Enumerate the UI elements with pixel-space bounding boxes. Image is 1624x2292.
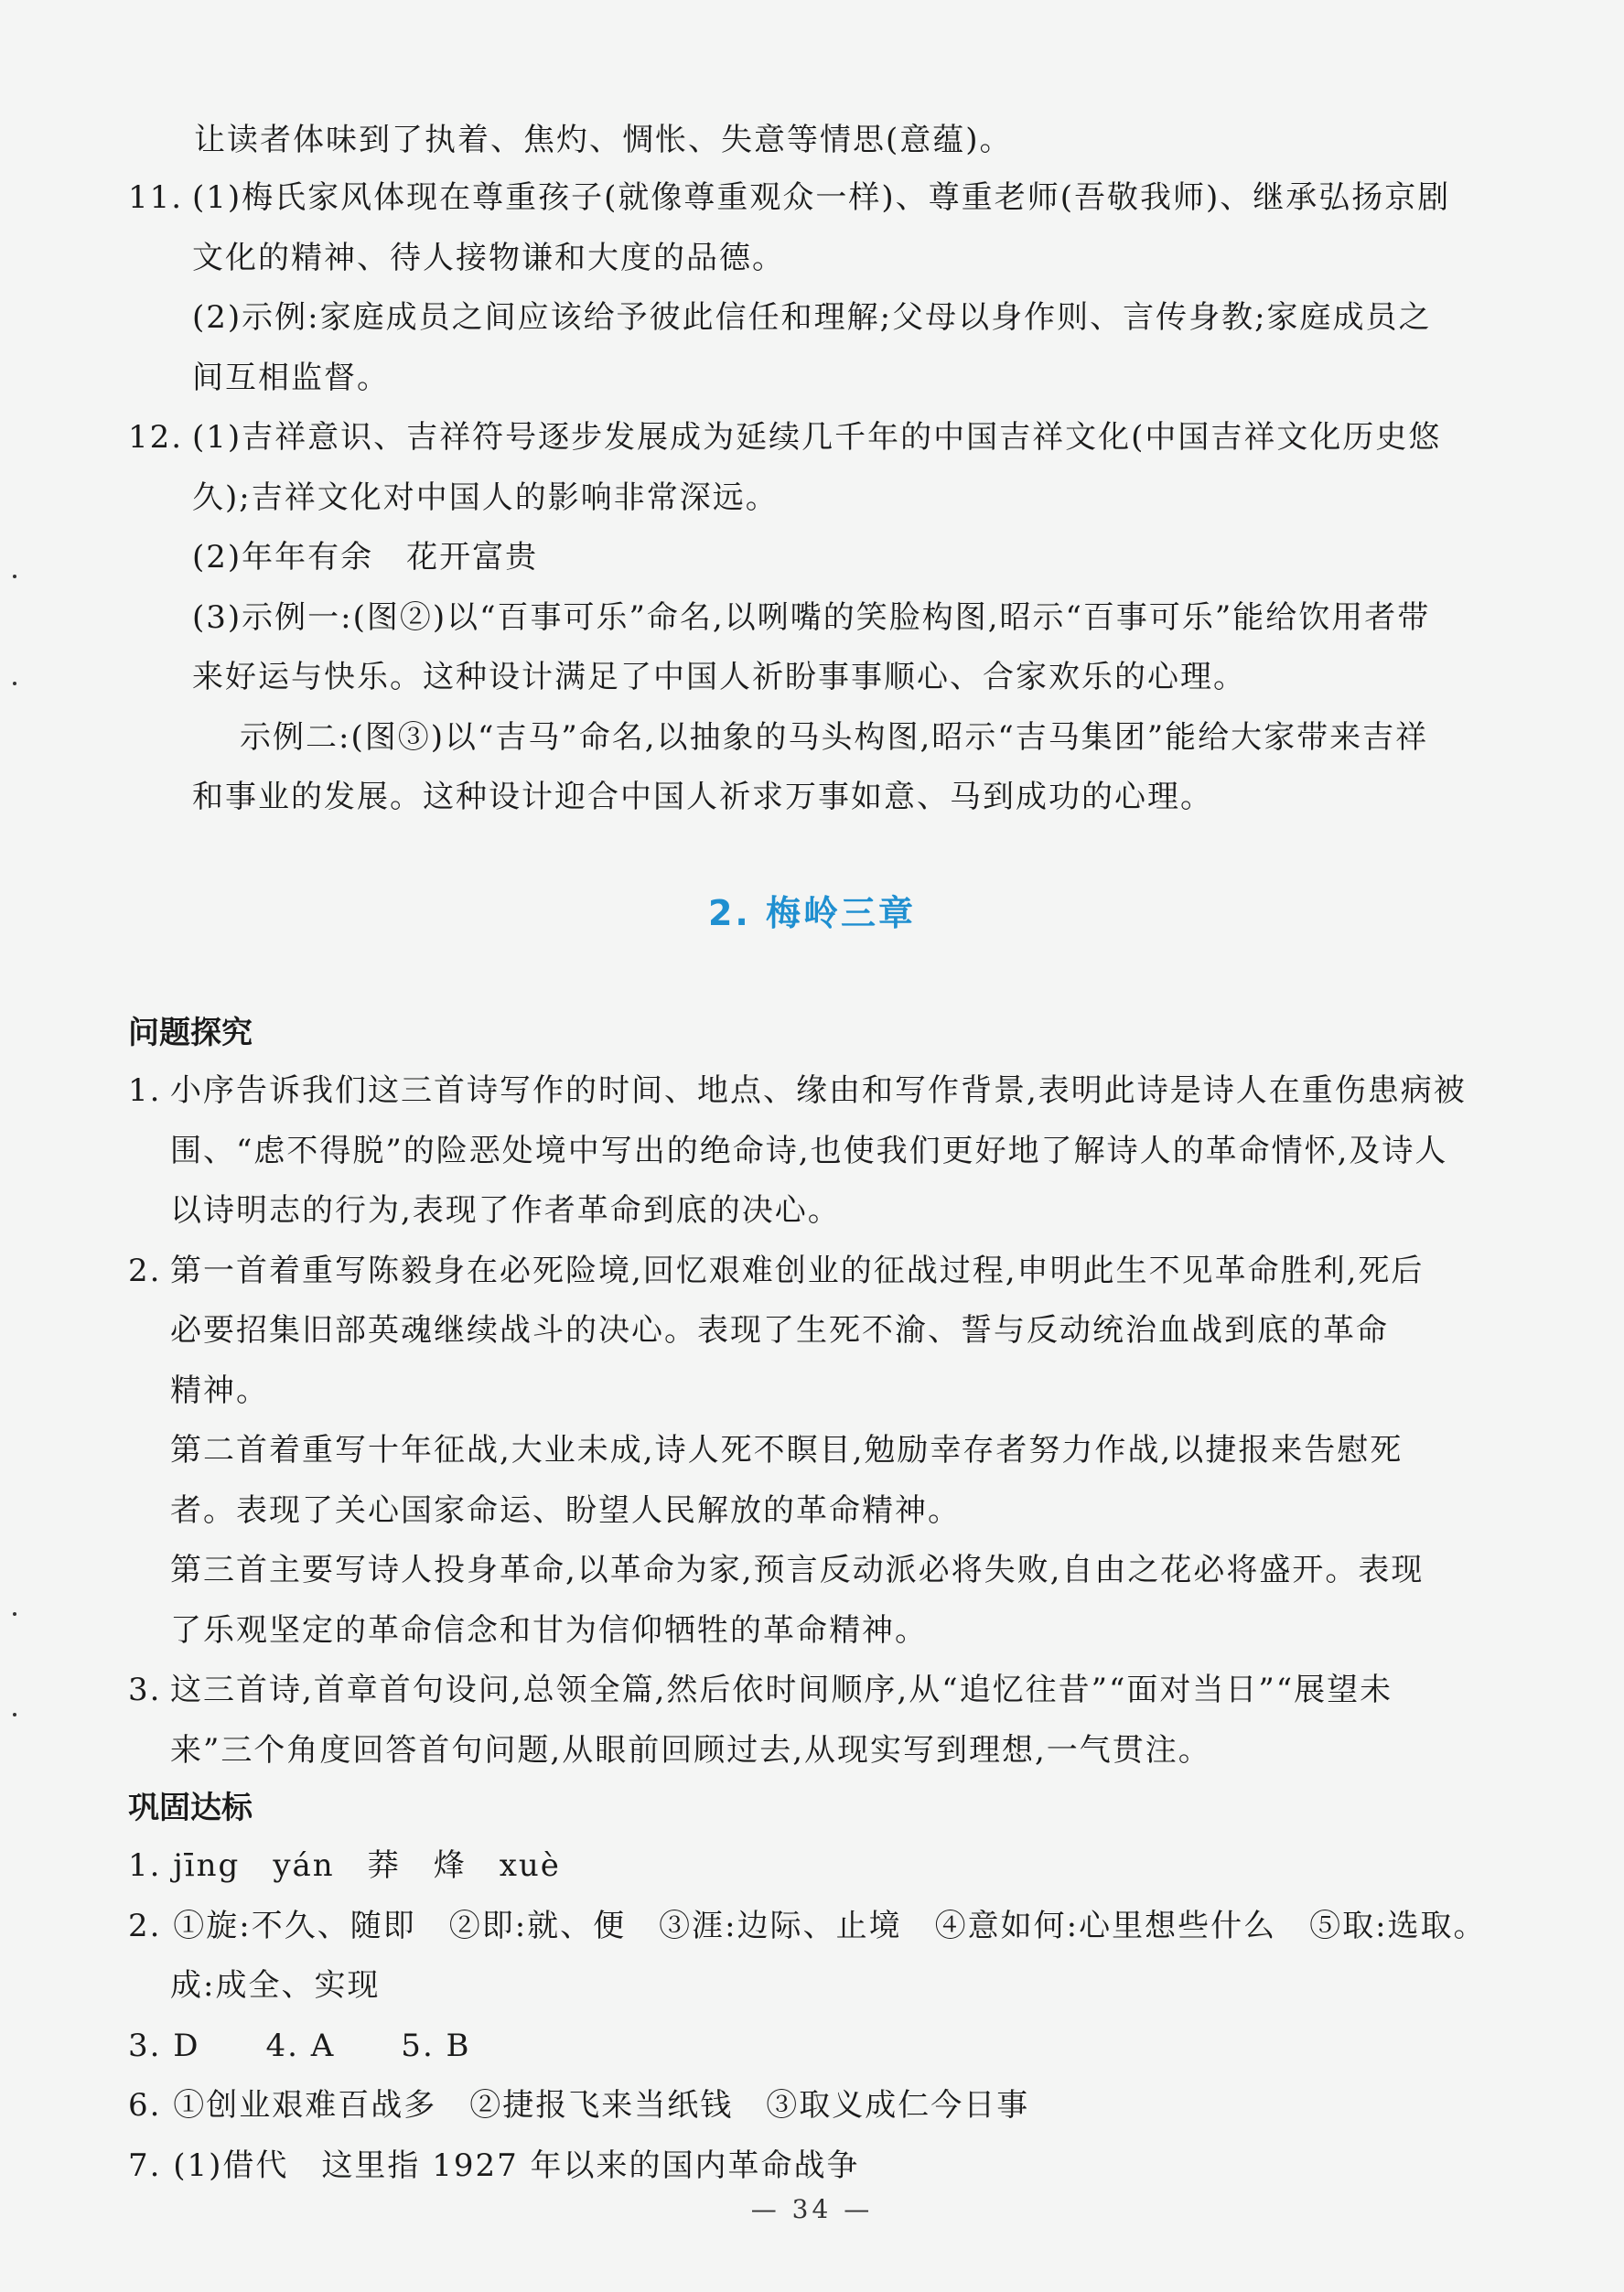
q11-number: 11. — [128, 179, 184, 216]
p2-line-4: 第二首着重写十年征战,大业未成,诗人死不瞑目,勉励幸存者努力作战,以捷报来告慰死 — [170, 1432, 1404, 1469]
scan-speck — [13, 575, 16, 578]
answer-2-line-1: 2. ①旋:不久、随即 ②即:就、便 ③涯:边际、止境 ④意如何:心里想些什么 ⑤取:选取。 — [128, 1908, 1487, 1944]
p2-line-5: 者。表现了关心国家命运、盼望人民解放的革命精神。 — [170, 1492, 961, 1529]
p2-line-3: 精神。 — [170, 1372, 269, 1409]
answer-1: 1. jīng yán 莽 烽 xuè — [128, 1847, 561, 1884]
p2-line-2: 必要招集旧部英魂继续战斗的决心。表现了生死不渝、誓与反动统治血战到底的革命 — [170, 1312, 1389, 1349]
q11-line-3: (2)示例:家庭成员之间应该给予彼此信任和理解;父母以身作则、言传身教;家庭成员之 — [192, 299, 1432, 336]
heading-gonggu-dabiao: 巩固达标 — [128, 1790, 253, 1826]
continued-line: 让读者体味到了执着、焦灼、惆怅、失意等情思(意蕴)。 — [194, 122, 1013, 158]
p2-line-7: 了乐观坚定的革命信念和甘为信仰牺牲的革命精神。 — [170, 1612, 928, 1649]
q11-line-2: 文化的精神、待人接物谦和大度的品德。 — [192, 240, 785, 276]
p3-line-2: 来”三个角度回答首句问题,从眼前回顾过去,从现实写到理想,一气贯注。 — [170, 1732, 1211, 1769]
q12-line-7: 和事业的发展。这种设计迎合中国人祈求万事如意、马到成功的心理。 — [192, 779, 1213, 815]
heading-wenti-tanjiu: 问题探究 — [128, 1015, 253, 1051]
scan-speck — [13, 682, 16, 685]
q12-line-4: (3)示例一:(图②)以“百事可乐”命名,以咧嘴的笑脸构图,昭示“百事可乐”能给饮用者带 — [192, 599, 1431, 636]
p1-number: 1. — [128, 1072, 162, 1109]
page-number: — 34 — — [750, 2194, 874, 2224]
q11-line-4: 间互相监督。 — [192, 360, 390, 396]
p2-number: 2. — [128, 1253, 162, 1289]
q12-line-2: 久);吉祥文化对中国人的影响非常深远。 — [192, 479, 779, 516]
q12-line-1: (1)吉祥意识、吉祥符号逐步发展成为延续几千年的中国吉祥文化(中国吉祥文化历史悠 — [192, 419, 1442, 456]
answer-2-line-2: 成:成全、实现 — [170, 1967, 381, 2004]
q12-line-3: (2)年年有余 花开富贵 — [192, 539, 539, 576]
answer-3-5: 3. D 4. A 5. B — [128, 2028, 471, 2064]
q11-line-1: (1)梅氏家风体现在尊重孩子(就像尊重观众一样)、尊重老师(吾敬我师)、继承弘扬京剧 — [192, 179, 1451, 216]
q12-number: 12. — [128, 419, 184, 456]
q12-line-5: 来好运与快乐。这种设计满足了中国人祈盼事事顺心、合家欢乐的心理。 — [192, 659, 1246, 695]
section-title: 2. 梅岭三章 — [707, 893, 917, 933]
p2-line-1: 第一首着重写陈毅身在必死险境,回忆艰难创业的征战过程,申明此生不见革命胜利,死后 — [170, 1253, 1425, 1289]
p1-line-3: 以诗明志的行为,表现了作者革命到底的决心。 — [170, 1192, 841, 1229]
p1-line-1: 小序告诉我们这三首诗写作的时间、地点、缘由和写作背景,表明此诗是诗人在重伤患病被 — [170, 1072, 1467, 1109]
answer-6: 6. ①创业艰难百战多 ②捷报飞来当纸钱 ③取义成仁今日事 — [128, 2087, 1030, 2124]
p3-number: 3. — [128, 1672, 162, 1708]
p1-line-2: 围、“虑不得脱”的险恶处境中写出的绝命诗,也使我们更好地了解诗人的革命情怀,及诗人 — [170, 1133, 1448, 1169]
q12-line-6: 示例二:(图③)以“吉马”命名,以抽象的马头构图,昭示“吉马集团”能给大家带来吉祥 — [240, 719, 1429, 756]
p3-line-1: 这三首诗,首章首句设问,总领全篇,然后依时间顺序,从“追忆往昔”“面对当日”“展望未 — [170, 1672, 1393, 1708]
scan-speck — [13, 1612, 16, 1616]
p2-line-6: 第三首主要写诗人投身革命,以革命为家,预言反动派必将失败,自由之花必将盛开。表现 — [170, 1552, 1425, 1588]
scan-speck — [13, 1713, 16, 1716]
answer-7: 7. (1)借代 这里指 1927 年以来的国内革命战争 — [128, 2147, 860, 2184]
